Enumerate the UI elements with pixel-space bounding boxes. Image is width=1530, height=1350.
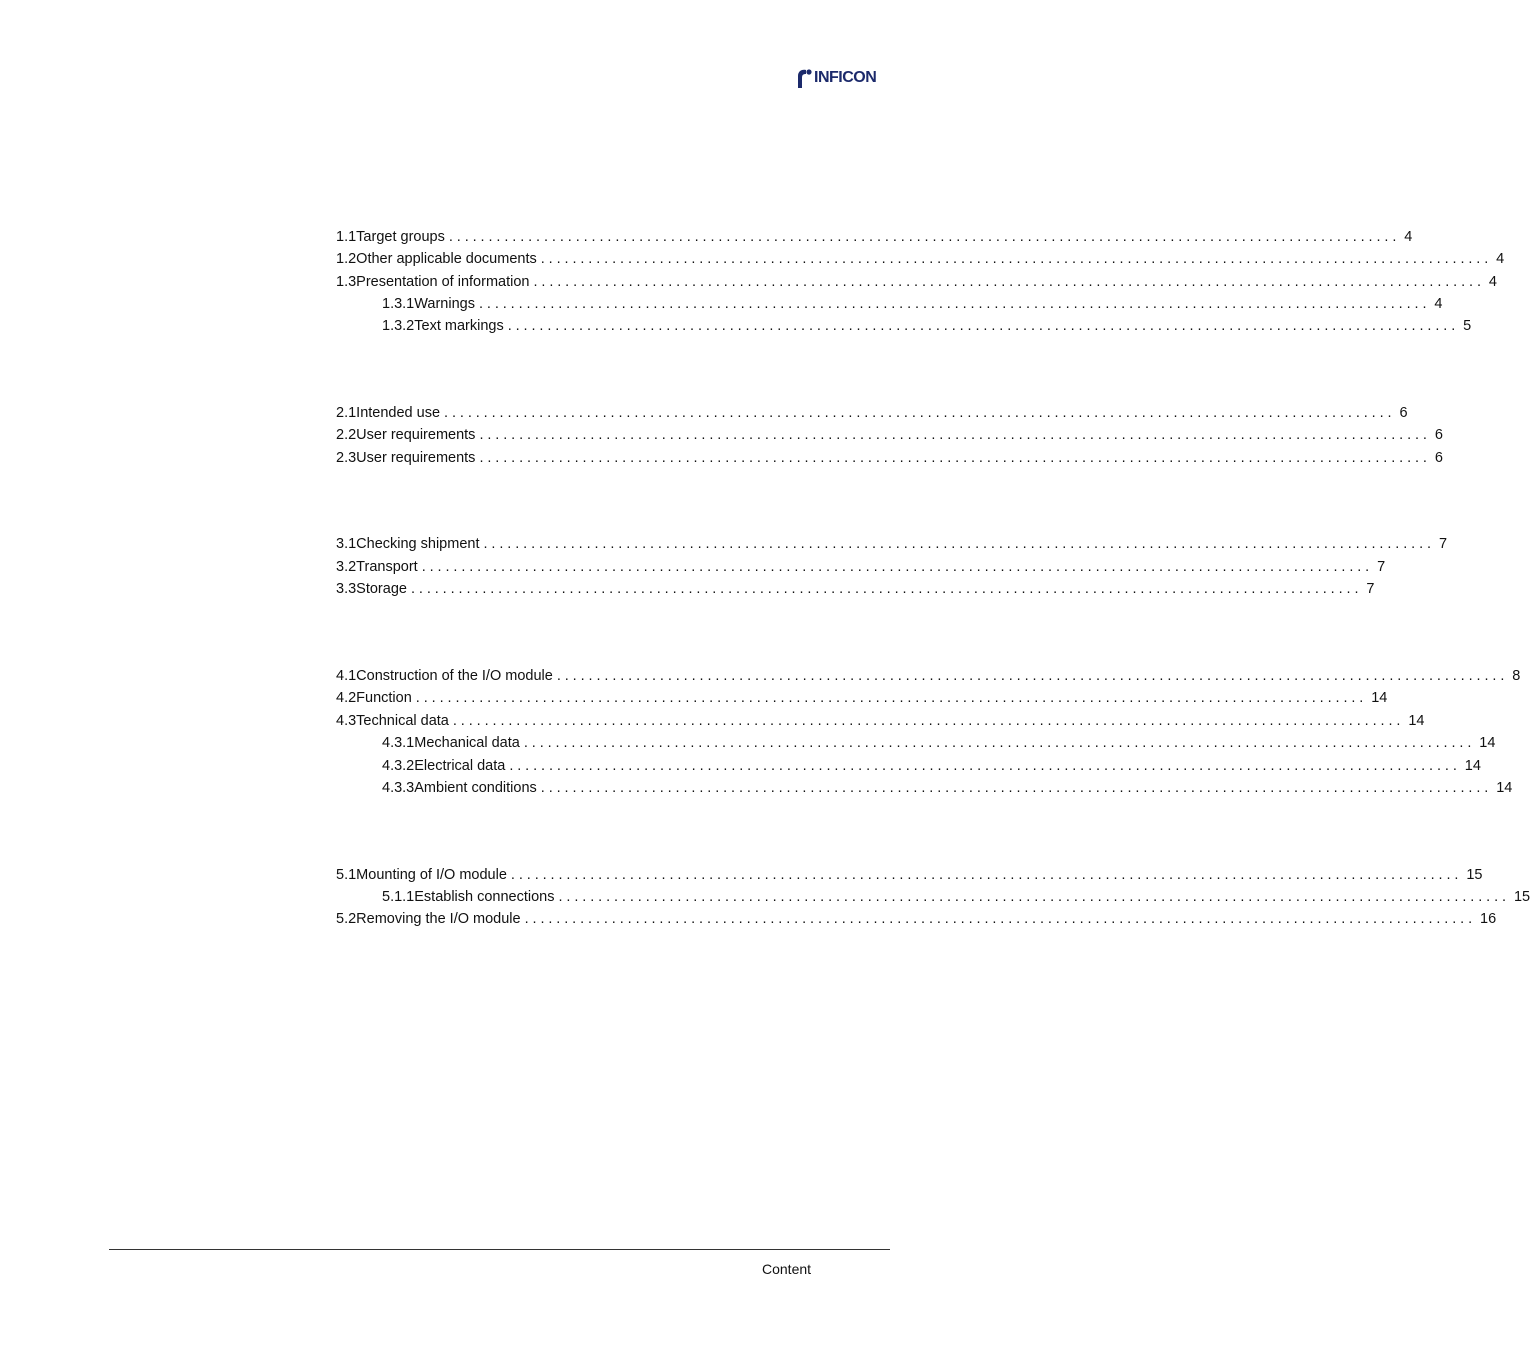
toc-entry-number: 2.3 xyxy=(336,450,357,466)
toc-entry[interactable] xyxy=(336,711,1425,731)
toc-entry-number: 2.2 xyxy=(336,427,357,443)
toc-dot-leader: ........................................................................................................................ xyxy=(452,713,1405,729)
inficon-logo-icon xyxy=(795,67,813,89)
toc-entry-page: 14 xyxy=(1496,780,1513,796)
toc-entry[interactable] xyxy=(336,688,1388,708)
toc-entry[interactable] xyxy=(336,403,1408,423)
toc-entry-number: 4.1 xyxy=(336,668,357,684)
toc-entry-title: Other applicable documents xyxy=(356,251,537,267)
toc-entry-page: 7 xyxy=(1366,581,1375,597)
toc-entry-page: 7 xyxy=(1377,559,1386,575)
toc-entry-title: Text markings xyxy=(414,318,504,334)
toc-dot-leader: ........................................................................................................................ xyxy=(556,668,1509,684)
toc-entry[interactable] xyxy=(336,534,1448,554)
toc-entry-page: 8 xyxy=(1512,668,1521,684)
toc-entry-title: Function xyxy=(356,690,412,706)
toc-entry[interactable] xyxy=(336,666,1521,686)
footer-section-label: Content xyxy=(762,1261,812,1277)
toc-entry[interactable] xyxy=(336,249,1505,269)
toc-entry-number: 2.1 xyxy=(336,405,357,421)
toc-dot-leader: ........................................................................................................................ xyxy=(540,780,1493,796)
toc-entry-title: Electrical data xyxy=(414,758,506,774)
toc-entry-title: Construction of the I/O module xyxy=(356,668,553,684)
toc-entry-page: 6 xyxy=(1434,450,1443,466)
toc-entry[interactable] xyxy=(336,865,1483,885)
toc-entry-title: Technical data xyxy=(356,713,449,729)
footer-divider xyxy=(109,1249,890,1250)
toc-entry-page: 14 xyxy=(1371,690,1388,706)
toc-entry-number: 1.3 xyxy=(336,274,357,290)
toc-entry[interactable] xyxy=(382,887,1530,907)
toc-dot-leader: ........................................................................................................................ xyxy=(540,251,1493,267)
toc-entry-number: 4.3.2 xyxy=(382,758,415,774)
toc-entry-title: Establish connections xyxy=(414,889,555,905)
toc-entry-page: 4 xyxy=(1404,229,1413,245)
toc-entry-number: 1.2 xyxy=(336,251,357,267)
toc-entry[interactable] xyxy=(382,294,1443,314)
toc-entry[interactable] xyxy=(382,756,1481,776)
toc-entry-page: 4 xyxy=(1496,251,1505,267)
toc-entry[interactable] xyxy=(336,557,1386,577)
toc-dot-leader: ........................................................................................................................ xyxy=(444,405,1396,421)
toc-entry-number: 3.3 xyxy=(336,581,357,597)
toc-entry-page: 14 xyxy=(1464,758,1481,774)
toc-entry-title: Mounting of I/O module xyxy=(356,867,507,883)
toc-dot-leader: ........................................................................................................................ xyxy=(510,867,1463,883)
toc-entry[interactable] xyxy=(382,316,1472,336)
toc-entry-number: 4.3.3 xyxy=(382,780,415,796)
toc-entry-title: Checking shipment xyxy=(356,536,480,552)
toc-entry-title: User requirements xyxy=(356,450,476,466)
toc-dot-leader: ........................................................................................................................ xyxy=(558,889,1510,905)
toc-entry-page: 4 xyxy=(1488,274,1497,290)
toc-dot-leader: ........................................................................................................................ xyxy=(479,427,1431,443)
toc-dot-leader: ........................................................................................................................ xyxy=(421,559,1374,575)
toc-dot-leader: ........................................................................................................................ xyxy=(415,690,1368,706)
toc-entry-page: 15 xyxy=(1513,889,1530,905)
toc-entry-page: 4 xyxy=(1434,296,1443,312)
toc-entry-number: 3.1 xyxy=(336,536,357,552)
toc-entry-title: Ambient conditions xyxy=(414,780,537,796)
toc-entry-page: 16 xyxy=(1480,911,1497,927)
logo-text: INFICON xyxy=(814,69,877,86)
toc-entry[interactable] xyxy=(336,272,1497,292)
toc-entry[interactable] xyxy=(336,909,1497,929)
toc-entry-number: 4.2 xyxy=(336,690,357,706)
toc-dot-leader: ........................................................................................................................ xyxy=(509,758,1461,774)
toc-entry[interactable] xyxy=(382,778,1513,798)
toc-entry-page: 7 xyxy=(1438,536,1448,552)
toc-entry[interactable] xyxy=(336,448,1443,468)
toc-entry-page: 14 xyxy=(1408,713,1425,729)
toc-entry-number: 1.3.2 xyxy=(382,318,415,334)
toc-dot-leader: ........................................................................................................................ xyxy=(479,450,1431,466)
toc-dot-leader: ........................................................................................................................ xyxy=(483,536,1435,552)
toc-entry-number: 5.1 xyxy=(336,867,357,883)
toc-entry[interactable] xyxy=(382,733,1496,753)
toc-entry[interactable] xyxy=(336,425,1443,445)
toc-entry-title: Transport xyxy=(356,559,418,575)
toc-entry-title: User requirements xyxy=(356,427,476,443)
inficon-logo xyxy=(795,67,876,89)
toc-entry-title: Target groups xyxy=(356,229,445,245)
toc-entry[interactable] xyxy=(336,579,1375,599)
toc-entry-title: Removing the I/O module xyxy=(356,911,521,927)
toc-dot-leader: ........................................................................................................................ xyxy=(524,911,1477,927)
toc-entry-number: 1.1 xyxy=(336,229,357,245)
toc-entry-page: 15 xyxy=(1466,867,1483,883)
toc-entry-title: Intended use xyxy=(356,405,441,421)
toc-entry-number: 1.3.1 xyxy=(382,296,415,312)
toc-dot-leader: ........................................................................................................................ xyxy=(410,581,1363,597)
toc-entry-page: 6 xyxy=(1399,405,1408,421)
toc-dot-leader: ........................................................................................................................ xyxy=(533,274,1485,290)
toc-entry-number: 5.2 xyxy=(336,911,357,927)
toc-entry-title: Presentation of information xyxy=(356,274,530,290)
toc-entry-title: Warnings xyxy=(414,296,475,312)
toc-entry-page: 6 xyxy=(1434,427,1443,443)
toc-entry-page: 5 xyxy=(1463,318,1472,334)
toc-entry-title: Storage xyxy=(356,581,407,597)
toc-entry-number: 4.3.1 xyxy=(382,735,415,751)
toc-entry-number: 5.1.1 xyxy=(382,889,415,905)
toc-entry-number: 3.2 xyxy=(336,559,357,575)
toc-entry-title: Mechanical data xyxy=(414,735,520,751)
toc-dot-leader: ........................................................................................................................ xyxy=(448,229,1401,245)
toc-dot-leader: ........................................................................................................................ xyxy=(523,735,1476,751)
toc-entry[interactable] xyxy=(336,227,1413,247)
toc-entry-number: 4.3 xyxy=(336,713,357,729)
toc-dot-leader: ........................................................................................................................ xyxy=(478,296,1431,312)
toc-entry-page: 14 xyxy=(1479,735,1496,751)
toc-dot-leader: ........................................................................................................................ xyxy=(507,318,1460,334)
